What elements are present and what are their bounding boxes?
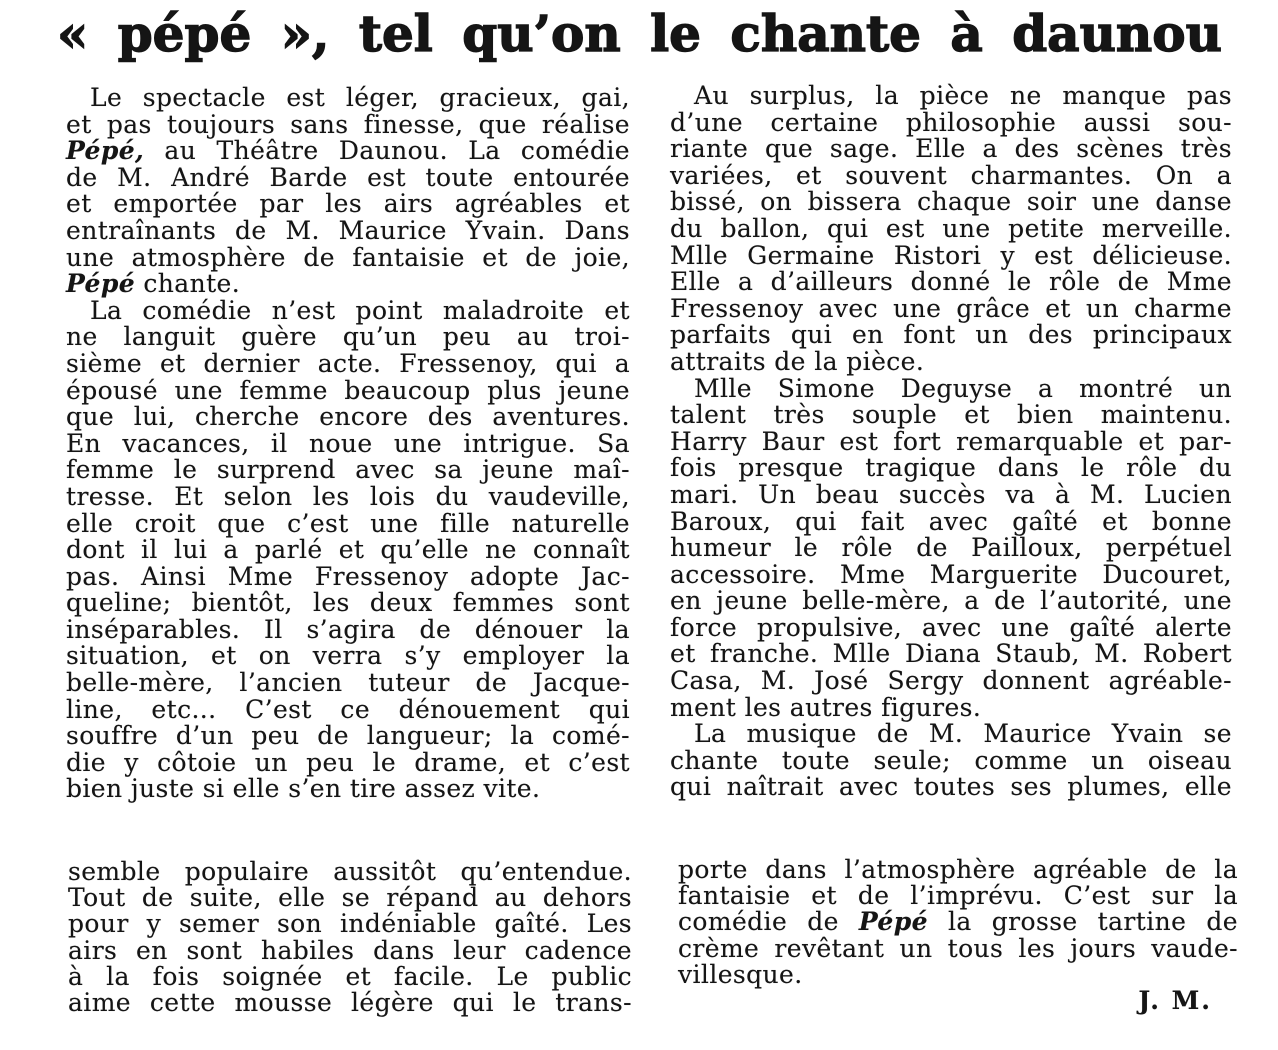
text-line: elle croit que c’est une fille naturelle <box>66 508 630 538</box>
text-line: qui naîtrait avec toutes ses plumes, elle <box>670 772 1232 802</box>
text-line: Casa, M. José Sergy donnent agréable- <box>670 666 1232 696</box>
text-line: femme le surprend avec sa jeune maî- <box>66 455 630 485</box>
text-segment: au Théâtre Daunou. La comédie <box>144 136 630 166</box>
column-top-left <box>66 85 630 803</box>
text-line: humeur le rôle de Pailloux, perpétuel <box>670 533 1232 563</box>
text-line: belle-mère, l’ancien tuteur de Jacque- <box>66 668 630 698</box>
text-line: tresse. Et selon les lois du vaudeville, <box>66 481 630 511</box>
text-line: Tout de suite, elle se répand au dehors <box>68 883 632 913</box>
text-line: accessoire. Mme Marguerite Ducouret, <box>670 559 1232 589</box>
text-line: chante toute seule; comme un oiseau <box>670 745 1232 775</box>
text-line: de M. André Barde est toute entourée <box>66 162 630 192</box>
text-line: pas. Ainsi Mme Fressenoy adopte Jac- <box>66 561 630 591</box>
text-segment: la grosse tartine de <box>927 907 1238 937</box>
text-line: semble populaire aussitôt qu’entendue. <box>68 857 632 886</box>
text-line <box>678 909 1238 935</box>
text-segment: chante. <box>135 269 241 299</box>
text-line: En vacances, il noue une intrigue. Sa <box>66 428 630 458</box>
text-line: Mlle Simone Deguyse a montré un <box>694 373 1232 403</box>
text-line: que lui, cherche encore des aventures. <box>66 402 630 432</box>
text-line: fois presque tragique dans le rôle du <box>670 453 1232 483</box>
play-title: Pépé <box>66 269 136 299</box>
text-line: Baroux, qui fait avec gaîté et bonne <box>670 506 1232 536</box>
text-line: souffre d’un peu de langueur; la comé- <box>66 721 630 751</box>
text-line: du ballon, qui est une petite merveille. <box>670 213 1232 243</box>
text-line: crème revêtant un tous les jours vaude- <box>678 933 1238 963</box>
text-line <box>66 138 630 165</box>
text-line: épousé une femme beaucoup plus jeune <box>66 375 630 405</box>
text-line: porte dans l’atmosphère agréable de la <box>678 855 1238 884</box>
text-line: bien juste si elle s’en tire assez vite. <box>66 774 541 804</box>
column-top-right <box>670 83 1232 801</box>
play-title: Pépé <box>858 907 928 937</box>
text-line: La comédie n’est point maladroite et <box>90 295 630 325</box>
text-line: line, etc... C’est ce dénouement qui <box>66 694 630 724</box>
author-signature: J. M. <box>1138 986 1212 1016</box>
text-line: variées, et souvent charmantes. On a <box>670 160 1232 190</box>
text-line: et emportée par les airs agréables et <box>66 189 630 219</box>
text-line: Mlle Germaine Ristori y est délicieuse. <box>670 240 1232 270</box>
text-line: situation, et on verra s’y employer la <box>66 641 630 671</box>
text-line: entraînants de M. Maurice Yvain. Dans <box>66 215 630 245</box>
text-line: ment les autres figures. <box>670 692 982 722</box>
text-line: et franche. Mlle Diana Staub, M. Robert <box>670 639 1232 669</box>
text-line: Fressenoy avec une grâce et un charme <box>670 293 1232 323</box>
text-line: die y côtoie un peu le drame, et c’est <box>66 747 630 777</box>
text-line: talent très souple et bien maintenu. <box>670 400 1232 430</box>
text-line: fantaisie et de l’imprévu. C’est sur la <box>678 881 1238 911</box>
text-line: Au surplus, la pièce ne manque pas <box>694 81 1232 110</box>
text-line: sième et dernier acte. Fressenoy, qui a <box>66 348 630 378</box>
text-line: et pas toujours sans finesse, que réalise <box>66 109 630 139</box>
headline: « pépé », tel qu’on le chante à daunou <box>57 4 1222 63</box>
play-title: Pépé, <box>66 136 145 166</box>
text-line: à la fois soignée et facile. Le public <box>68 961 632 991</box>
text-line: en jeune belle-mère, a de l’autorité, une <box>670 586 1232 616</box>
text-line: ne languit guère qu’un peu au troi- <box>66 322 630 352</box>
text-line: aime cette mousse légère qui le trans- <box>68 988 632 1018</box>
text-line: pour y semer son indéniable gaîté. Les <box>68 909 632 939</box>
text-line: bissé, on bissera chaque soir une danse <box>670 187 1232 217</box>
text-line: inséparables. Il s’agira de dénouer la <box>66 614 630 644</box>
text-line: Harry Baur est fort remarquable et par- <box>670 426 1232 456</box>
text-line: attraits de la pièce. <box>670 346 925 376</box>
text-line: dont il lui a parlé et qu’elle ne connaît <box>66 535 630 565</box>
text-line: queline; bientôt, les deux femmes sont <box>66 588 630 618</box>
text-line: riante que sage. Elle a des scènes très <box>670 134 1232 164</box>
text-line: villesque. <box>678 959 803 989</box>
text-line: d’une certaine philosophie aussi sou- <box>670 107 1232 137</box>
text-line <box>66 271 630 298</box>
column-bottom-right <box>678 857 1238 1014</box>
text-line: Le spectacle est léger, gracieux, gai, <box>90 83 630 112</box>
text-line: Elle a d’ailleurs donné le rôle de Mme <box>670 267 1232 297</box>
text-line: force propulsive, avec une gaîté alerte <box>670 612 1232 642</box>
text-line: airs en sont habiles dans leur cadence <box>68 935 632 965</box>
text-line: une atmosphère de fantaisie et de joie, <box>66 242 630 272</box>
column-bottom-left <box>68 859 632 1016</box>
text-line: parfaits qui en font un des principaux <box>670 320 1232 350</box>
text-line: La musique de M. Maurice Yvain se <box>694 719 1232 749</box>
text-segment: comédie de <box>678 907 859 937</box>
text-line: mari. Un beau succès va à M. Lucien <box>670 479 1232 509</box>
